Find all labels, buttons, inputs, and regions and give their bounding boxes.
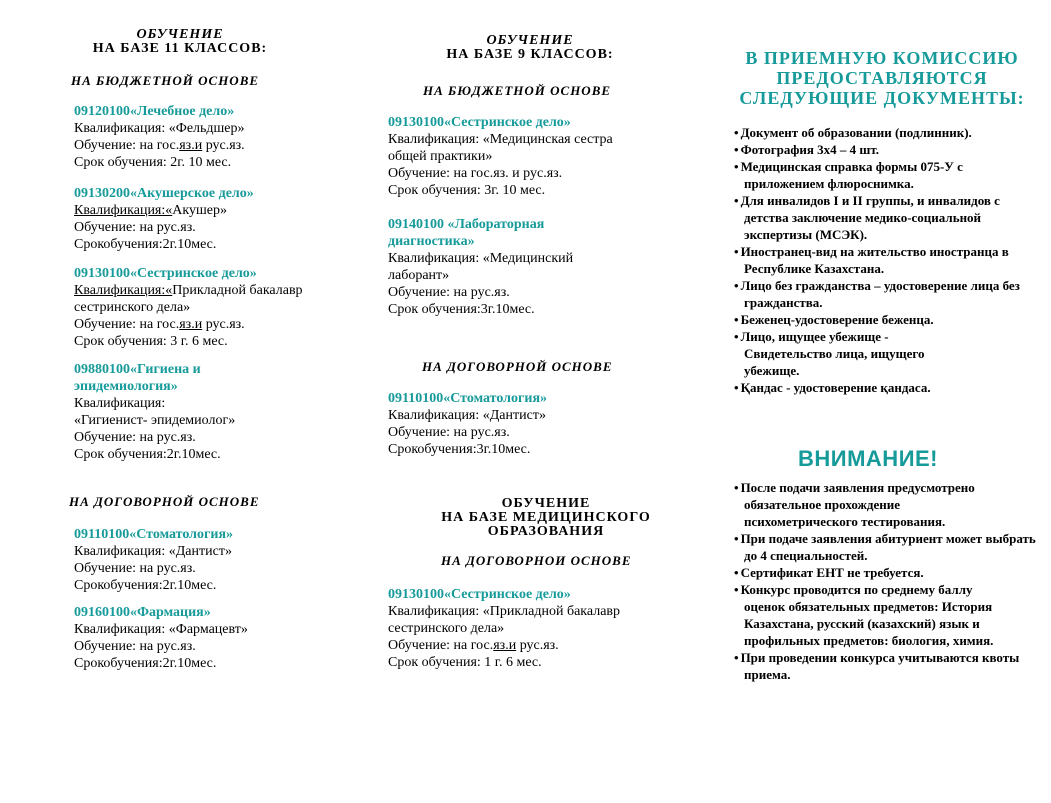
list-item: • Лицо без гражданства – удостоверение лица без гражданства. — [730, 277, 1040, 311]
title-line: ОБУЧЕНИЕ — [486, 33, 574, 48]
qualification-cont: лаборант» — [388, 268, 450, 283]
qualification: Квалификация: «Дантист» — [388, 408, 546, 423]
list-item: • При подаче заявления абитуриент может выбрать до 4 специальностей. — [730, 530, 1042, 564]
notes-list — [730, 479, 1042, 683]
term: Срок обучения: 3г. 10 мес. — [388, 183, 546, 198]
term: Срокобучения:2г.10мес. — [74, 656, 217, 671]
program-name: 09130100«Сестринское дело» — [388, 115, 571, 130]
list-item: • Документ об образовании (подлинник). — [730, 124, 1040, 141]
documents-heading — [727, 48, 1037, 108]
list-item: • После подачи заявления предусмотрено обязательное прохождение психометрического тестирования. — [730, 479, 1042, 530]
term: Срок обучения: 1 г. 6 мес. — [388, 655, 542, 670]
program-name: 09110100«Стоматология» — [74, 527, 234, 542]
list-item: • Лицо, ищущее убежище - Свидетельство лица, ищущего убежище. — [730, 328, 1040, 379]
qual-part: Квалификация:« — [74, 203, 173, 218]
lang-part: яз.и — [179, 138, 203, 153]
program-block — [74, 265, 303, 350]
list-item: • Конкурс проводится по среднему баллу оценок обязательных предметов: История Казахстана, русский (казахский) язык и профильных предметов: биология, химия. — [730, 581, 1042, 649]
title-line: ОБУЧЕНИЕ — [501, 496, 591, 511]
contract-basis-heading: НА ДОГОВОРНОЙ ОСНОВЕ — [422, 359, 613, 374]
title-line: ОБРАЗОВАНИЯ — [487, 524, 605, 539]
lang-part: Обучение: на гос. — [74, 317, 180, 332]
heading-line: СЛЕДУЮЩИЕ ДОКУМЕНТЫ: — [739, 88, 1025, 108]
language: Обучение: на гос.яз. и рус.яз. — [388, 166, 563, 181]
qualification: Квалификация: «Прикладной бакалавр — [388, 604, 621, 619]
qualification-cont: сестринского дела» — [388, 621, 505, 636]
lang-part: рус.яз. — [202, 317, 245, 332]
qualification: Квалификация: «Фармацевт» — [74, 622, 248, 637]
title-line: НА БАЗЕ 9 КЛАССОВ: — [446, 47, 614, 62]
section-title-medical — [416, 497, 676, 539]
qualification: Квалификация: «Дантист» — [74, 544, 232, 559]
program-name: 09120100«Лечебное дело» — [74, 104, 235, 119]
budget-basis-heading: НА БЮДЖЕТНОЙ ОСНОВЕ — [71, 73, 260, 88]
qualification-cont: сестринского дела» — [74, 300, 191, 315]
qual-part: Прикладной бакалавр — [172, 283, 303, 298]
language — [388, 637, 620, 654]
list-item: • Сертификат ЕНТ не требуется. — [730, 564, 1042, 581]
program-block — [74, 604, 248, 672]
language: Обучение: на рус.яз. — [74, 561, 196, 576]
program-name: 09160100«Фармация» — [74, 605, 211, 620]
qual-part: Квалификация:« — [74, 283, 173, 298]
heading-line: В ПРИЕМНУЮ КОМИССИЮ — [745, 48, 1019, 68]
term: Срок обучения:2г.10мес. — [74, 447, 221, 462]
program-block — [74, 526, 233, 594]
qualification: Квалификация: — [74, 396, 166, 411]
lang-part: яз.и — [493, 638, 517, 653]
term: Срокобучения:2г.10мес. — [74, 237, 217, 252]
program-name: 09110100«Стоматология» — [388, 391, 548, 406]
program-block — [74, 361, 235, 463]
program-name: 09130100«Сестринское дело» — [388, 587, 571, 602]
list-item: • Медицинская справка формы 075-У с приложением флюроснимка. — [730, 158, 1040, 192]
documents-list — [730, 124, 1040, 396]
attention-heading: ВНИМАНИЕ! — [798, 446, 939, 471]
program-name-cont: диагностика» — [388, 234, 475, 249]
qual-part: Акушер» — [172, 203, 227, 218]
language: Обучение: на рус.яз. — [388, 425, 510, 440]
program-block — [388, 390, 547, 458]
list-item: • Беженец-удостоверение беженца. — [730, 311, 1040, 328]
list-item: • Фотография 3х4 – 4 шт. — [730, 141, 1040, 158]
term: Срок обучения: 3 г. 6 мес. — [74, 334, 228, 349]
qualification: Квалификация: «Медицинский — [388, 251, 574, 266]
lang-part: Обучение: на гос. — [74, 138, 180, 153]
title-line: НА БАЗЕ 11 КЛАССОВ: — [92, 41, 268, 56]
qualification: Квалификация: «Медицинская сестра — [388, 132, 613, 147]
budget-basis-heading: НА БЮДЖЕТНОЙ ОСНОВЕ — [423, 83, 612, 98]
program-block — [388, 216, 573, 318]
language: Обучение: на рус.яз. — [74, 430, 196, 445]
term: Срок обучения:3г.10мес. — [388, 302, 535, 317]
program-name-cont: эпидемиология» — [74, 379, 178, 394]
lang-part: рус.яз. — [202, 138, 245, 153]
section-title-11 — [80, 28, 280, 56]
program-block — [388, 114, 613, 199]
lang-part: Обучение: на гос. — [388, 638, 494, 653]
list-item: • Для инвалидов I и II группы, и инвалидов с детства заключение медико-социальной экспертизы (МСЭК). — [730, 192, 1040, 243]
program-block — [388, 586, 620, 671]
program-block — [74, 103, 245, 171]
heading-line: ПРЕДОСТАВЛЯЮТСЯ — [776, 68, 988, 88]
term: Срокобучения:3г.10мес. — [388, 442, 531, 457]
lang-part: яз.и — [179, 317, 203, 332]
qualification — [74, 282, 303, 299]
contract-basis-heading: НА ДОГОВОРНОЙ ОСНОВЕ — [69, 494, 260, 509]
language: Обучение: на рус.яз. — [74, 220, 196, 235]
program-name: 09130100«Сестринское дело» — [74, 266, 257, 281]
list-item: • Иностранец-вид на жительство иностранца в Республике Казахстана. — [730, 243, 1040, 277]
lang-part: рус.яз. — [516, 638, 559, 653]
qualification-cont: общей практики» — [388, 149, 493, 164]
title-line: ОБУЧЕНИЕ — [136, 27, 224, 42]
list-item: • Қандас - удостоверение қандаса. — [730, 379, 1040, 396]
contract-basis-heading: НА ДОГОВОРНОИ ОСНОВЕ — [441, 553, 632, 568]
qualification-cont: «Гигиенист- эпидемиолог» — [74, 413, 236, 428]
title-line: НА БАЗЕ МЕДИЦИНСКОГО — [441, 510, 651, 525]
language — [74, 137, 245, 154]
section-title-9 — [430, 34, 630, 62]
term: Срокобучения:2г.10мес. — [74, 578, 217, 593]
program-name: 09140100 «Лабораторная — [388, 217, 545, 232]
term: Срок обучения: 2г. 10 мес. — [74, 155, 232, 170]
qualification — [74, 202, 254, 219]
program-block — [74, 185, 254, 253]
program-name: 09880100«Гигиена и — [74, 362, 201, 377]
qualification: Квалификация: «Фельдшер» — [74, 121, 245, 136]
language — [74, 316, 303, 333]
language: Обучение: на рус.яз. — [388, 285, 510, 300]
language: Обучение: на рус.яз. — [74, 639, 196, 654]
list-item: • При проведении конкурса учитываются квоты приема. — [730, 649, 1042, 683]
program-name: 09130200«Акушерское дело» — [74, 186, 254, 201]
